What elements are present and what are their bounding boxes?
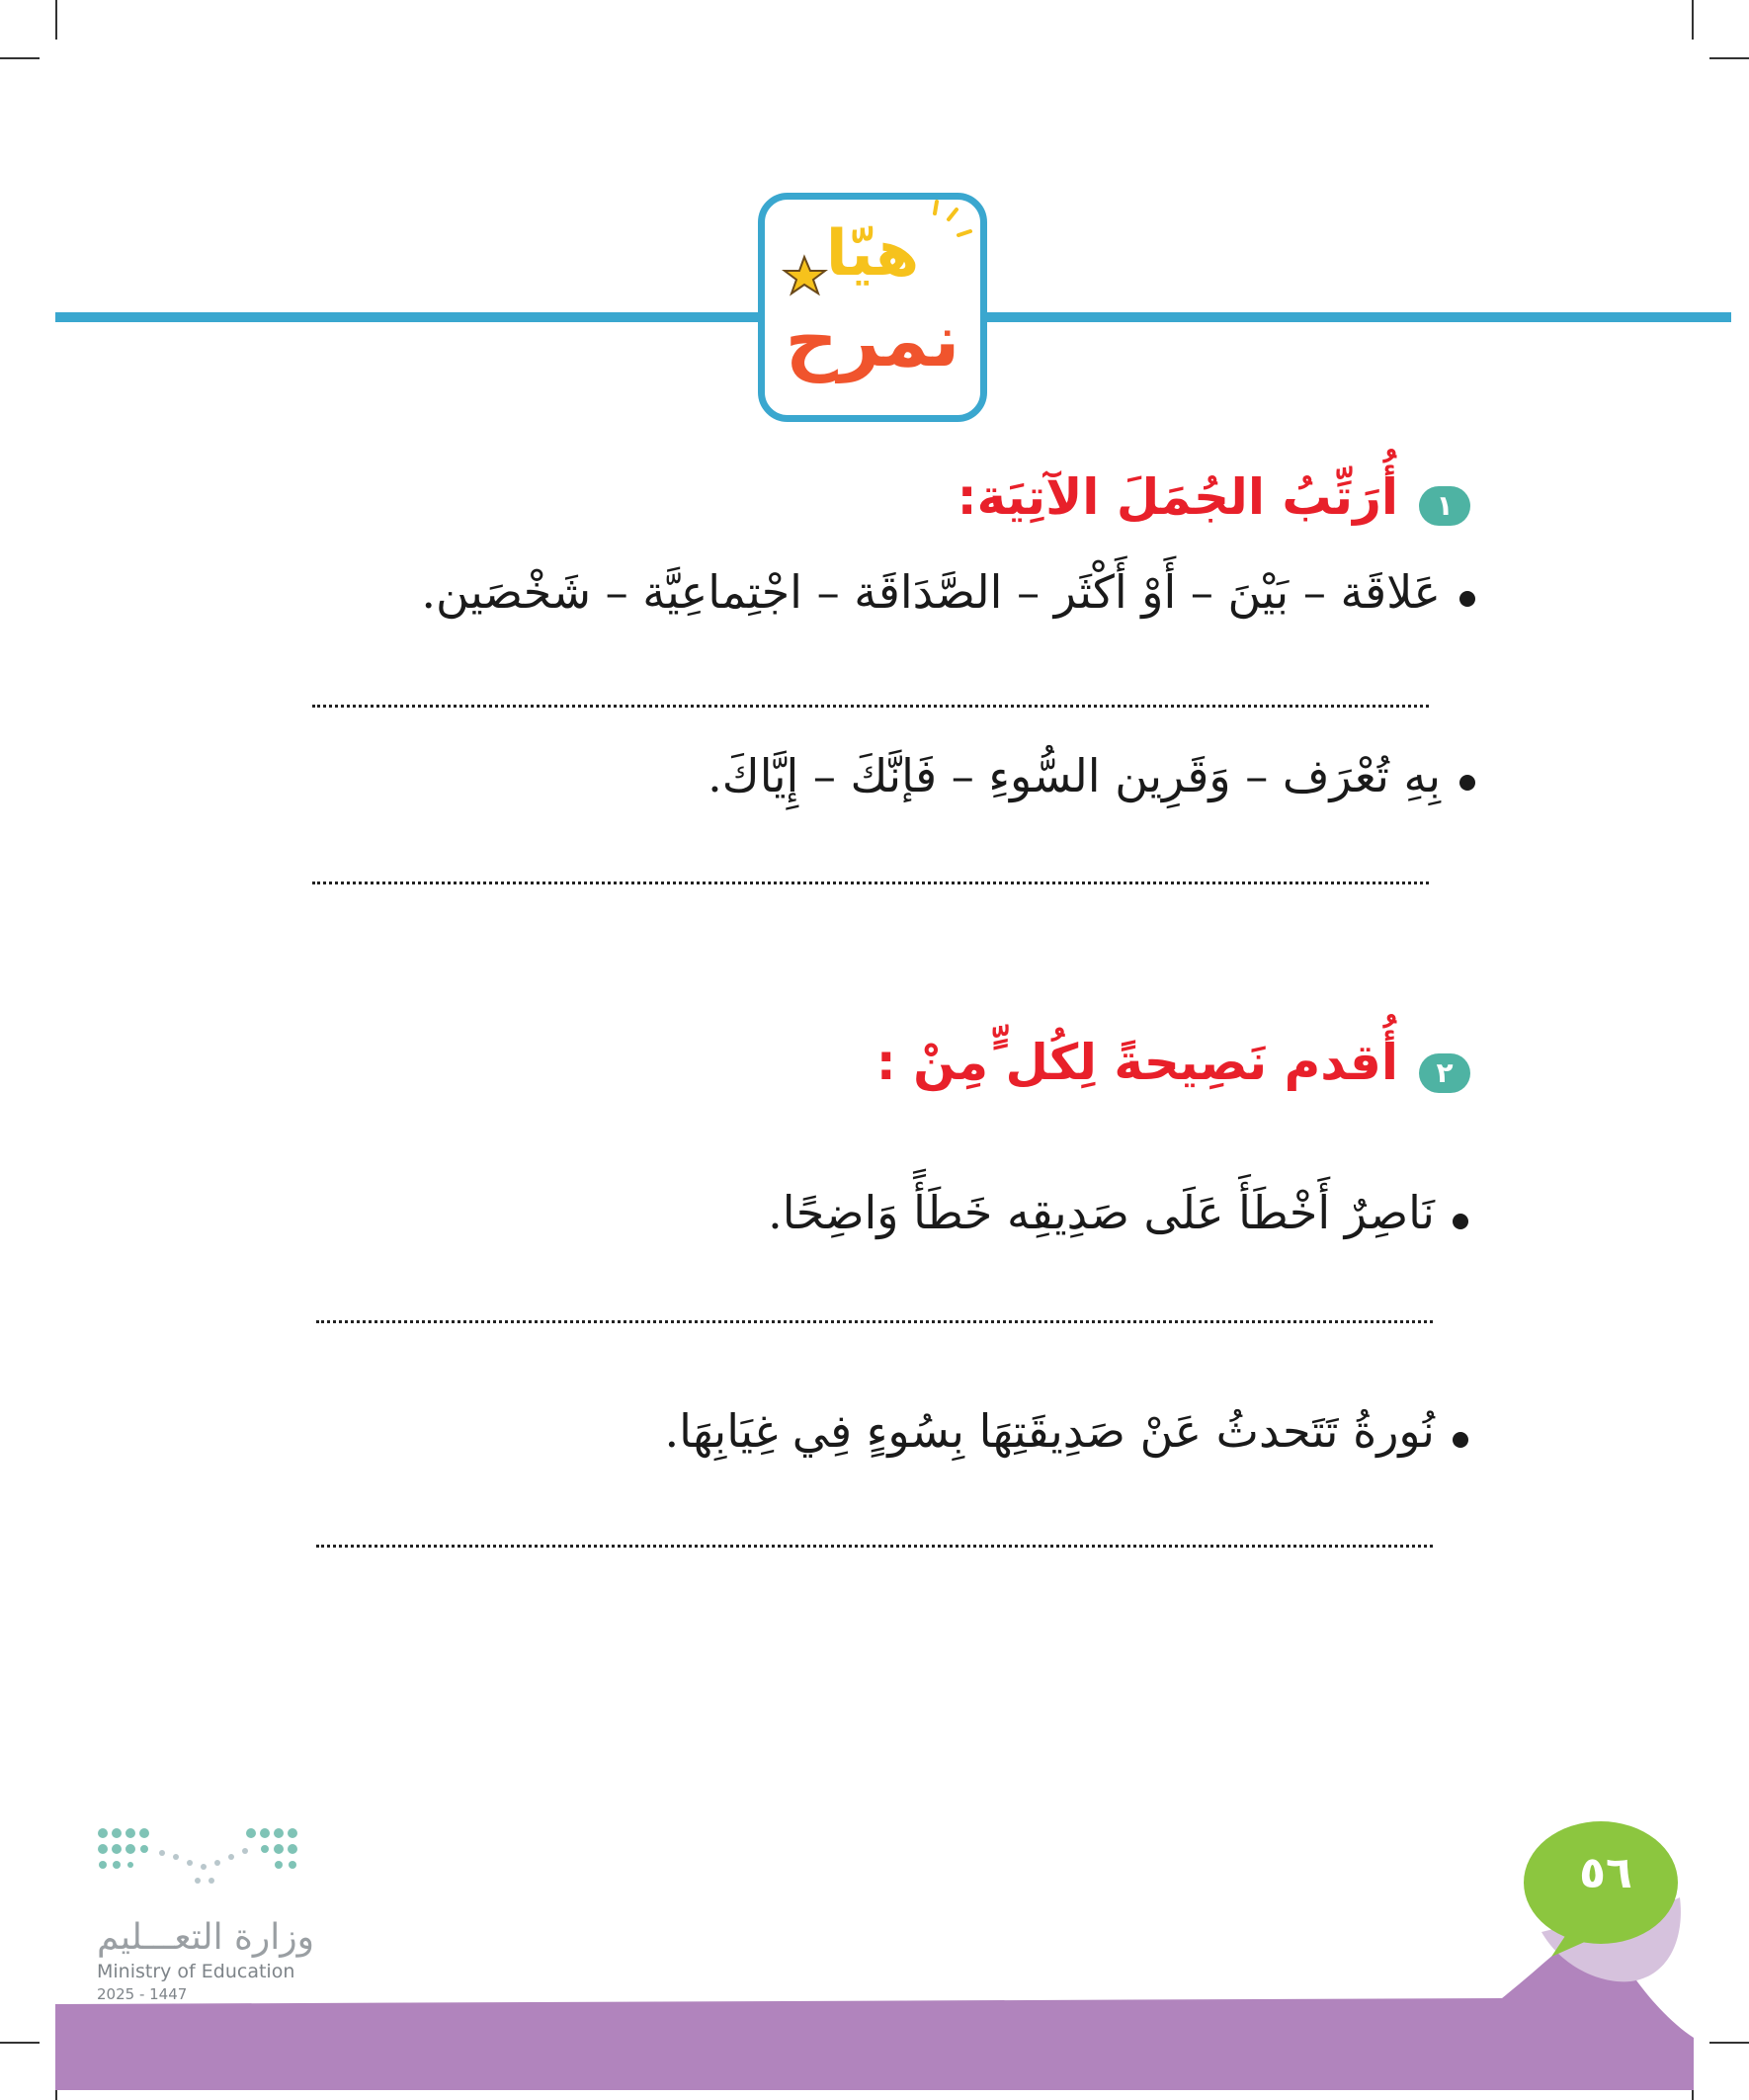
section-2-item-2: نُورةُ تَتَحدثُ عَنْ صَدِيقَتِهَا بِسُوءٍ فِي غِيَابِهَا.: [664, 1404, 1435, 1458]
section-1-item-1: عَلاقَة – بَيْنَ – أَوْ أَكْثَر – الصَّدَاقَة – اجْتِماعِيَّة – شَخْصَين.: [421, 565, 1441, 619]
badge-word-haya: هيّا: [825, 217, 920, 291]
ministry-logo-icon: [93, 1823, 310, 1912]
section-number-1: ١: [1419, 486, 1470, 526]
section-number-2: ٢: [1419, 1053, 1470, 1093]
section-1-item-2: بِهِ تُعْرَف – وَقَرِين السُّوءِ – فَإنَّكَ – إِيَّاكَ.: [708, 749, 1441, 802]
section-2-title: أُقدم نَصِيحةً لِكُل ٍّمِنْ :: [875, 1034, 1398, 1091]
edition-year: 2025 - 1447: [97, 1985, 188, 2003]
section-1-title: أُرَتِّبُ الجُمَلَ الآتِيَة:: [957, 468, 1398, 526]
ministry-name-english: Ministry of Education: [97, 1961, 295, 1982]
ministry-name-arabic: وزارة التعـــليم: [97, 1917, 315, 1958]
section-2-item-1: نَاصِرٌ أَخْطَأَ عَلَى صَدِيقِه خَطَأً وَاضِحًا.: [768, 1186, 1435, 1239]
badge-word-namrah: نمرح: [785, 298, 960, 383]
page-number: ٥٦: [1579, 1848, 1632, 1898]
